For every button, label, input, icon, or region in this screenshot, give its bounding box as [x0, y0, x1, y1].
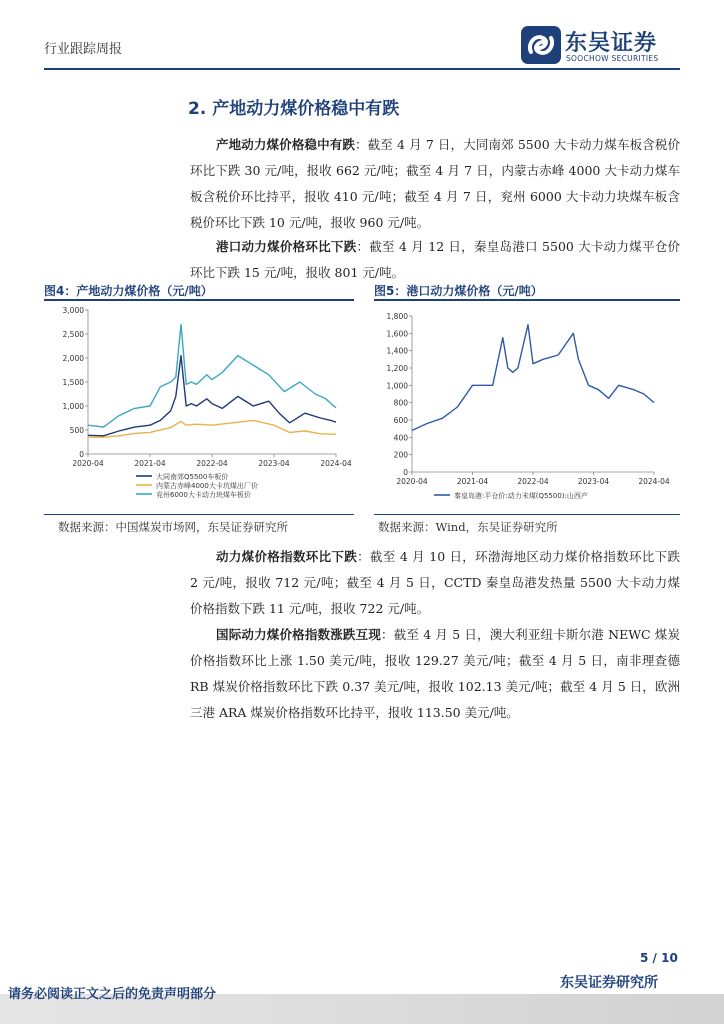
x-tick-label: 2020-04 [396, 477, 428, 486]
legend-label: 兖州6000大卡动力块煤车板价 [156, 491, 251, 499]
logo-en-text: SOOCHOW SECURITIES [566, 54, 659, 63]
paragraph-lead: 国际动力煤价格指数涨跌互现 [216, 627, 382, 642]
x-tick-label: 2020-04 [72, 459, 104, 468]
header-rule [44, 68, 680, 70]
y-tick-label: 3,000 [62, 306, 84, 315]
x-tick-label: 2022-04 [196, 459, 228, 468]
legend-label: 内蒙古赤峰4000大卡坑煤出厂价 [156, 482, 258, 490]
figure-5-bottom-rule [374, 514, 680, 515]
y-tick-label: 1,400 [386, 346, 408, 356]
y-tick-label: 200 [393, 450, 408, 460]
legend-label: 大同南郊Q5500车板价 [156, 473, 229, 481]
legend-label: 秦皇岛港:平仓价:动力末煤(Q5500):山西产 [454, 492, 588, 500]
logo-cn-text: 东吴证券 [565, 31, 658, 56]
y-tick-label: 1,600 [386, 329, 408, 339]
y-tick-label: 1,800 [386, 312, 408, 321]
figure-5-source: 数据来源：Wind，东吴证券研究所 [378, 520, 558, 534]
figure-4-bottom-rule [44, 514, 354, 515]
figure-4-title: 图4：产地动力煤价格（元/吨） [44, 284, 213, 298]
paragraph-price-index [190, 544, 680, 622]
y-tick-label: 0 [403, 468, 408, 477]
footer-disclaimer-notice: 请务必阅读正文之后的免责声明部分 [8, 987, 217, 1002]
paragraph-origin-price [190, 132, 680, 236]
y-tick-label: 2,500 [62, 330, 84, 339]
series-line [88, 356, 336, 436]
x-tick-label: 2024-04 [638, 477, 670, 486]
x-tick-label: 2021-04 [134, 459, 166, 468]
logo-mark-icon [521, 26, 561, 64]
series-line [88, 324, 336, 427]
y-tick-label: 1,200 [386, 364, 408, 373]
section-title: 2. 产地动力煤价格稳中有跌 [188, 99, 400, 119]
y-tick-label: 2,000 [62, 354, 84, 363]
x-tick-label: 2024-04 [320, 459, 352, 468]
page-number: 5 / 10 [640, 951, 678, 965]
paragraph-body: ：截至 4 月 7 日，大同南郊 5500 大卡动力煤车板含税价环比下跌 30 元/吨，报收 662 元/吨；截至 4 月 7 日，内蒙古赤峰 4000 大卡动力煤车板含税价环比持平，报收 410 元/吨；截至 4 月 7 日，兖州 6000 大卡动力块煤车板含税价环比下跌 10 元/吨，报收 960 元/吨。 [190, 137, 680, 230]
paragraph-lead: 产地动力煤价格稳中有跌 [216, 137, 356, 152]
paragraph-lead: 港口动力煤价格环比下跌 [216, 239, 357, 254]
y-tick-label: 1,500 [62, 378, 84, 387]
figure-4-chart [44, 302, 354, 512]
figure-5-chart [374, 302, 680, 512]
series-line [412, 325, 654, 431]
paragraph-port-price [190, 234, 680, 286]
x-tick-label: 2022-04 [517, 477, 549, 486]
figure-5-title: 图5：港口动力煤价格（元/吨） [374, 284, 543, 298]
footer-org: 东吴证券研究所 [560, 975, 658, 991]
company-logo [521, 26, 681, 66]
x-tick-label: 2023-04 [577, 477, 610, 486]
paragraph-lead: 动力煤价格指数环比下跌 [216, 549, 358, 564]
figure-4-top-rule [44, 299, 354, 301]
x-tick-label: 2023-04 [258, 459, 290, 468]
x-tick-label: 2021-04 [456, 477, 489, 486]
y-tick-label: 800 [393, 398, 408, 408]
paragraph-body: ：截至 4 月 10 日，环渤海地区动力煤价格指数环比下跌 2 元/吨，报收 712 元/吨；截至 4 月 5 日，CCTD 秦皇岛港发热量 5500 大卡动力煤价格指数下跌 11 元/吨，报收 722 元/吨。 [190, 549, 680, 616]
y-tick-label: 0 [79, 450, 84, 459]
paragraph-body: ：截至 4 月 12 日，秦皇岛港口 5500 大卡动力煤平仓价环比下跌 15 元/吨，报收 801 元/吨。 [190, 239, 680, 280]
figure-4-source: 数据来源：中国煤炭市场网，东吴证券研究所 [58, 520, 288, 534]
y-tick-label: 1,000 [386, 381, 408, 391]
y-tick-label: 500 [69, 426, 84, 435]
y-tick-label: 600 [393, 416, 408, 425]
figure-5-top-rule [374, 299, 680, 301]
header-tag: 行业跟踪周报 [44, 42, 123, 57]
y-tick-label: 400 [393, 433, 408, 443]
paragraph-body: ：截至 4 月 5 日，澳大利亚纽卡斯尔港 NEWC 煤炭价格指数环比上涨 1.50 美元/吨，报收 129.27 美元/吨；截至 4 月 5 日，南非理查德 RB 煤炭价格指数环比下跌 0.37 美元/吨，报收 102.13 美元/吨；截至 4 月 5 日，欧洲三港 ARA 煤炭价格指数环比持平，报收 113.50 美元/吨。 [190, 627, 680, 720]
y-tick-label: 1,000 [62, 402, 84, 411]
paragraph-intl-index [190, 622, 680, 726]
